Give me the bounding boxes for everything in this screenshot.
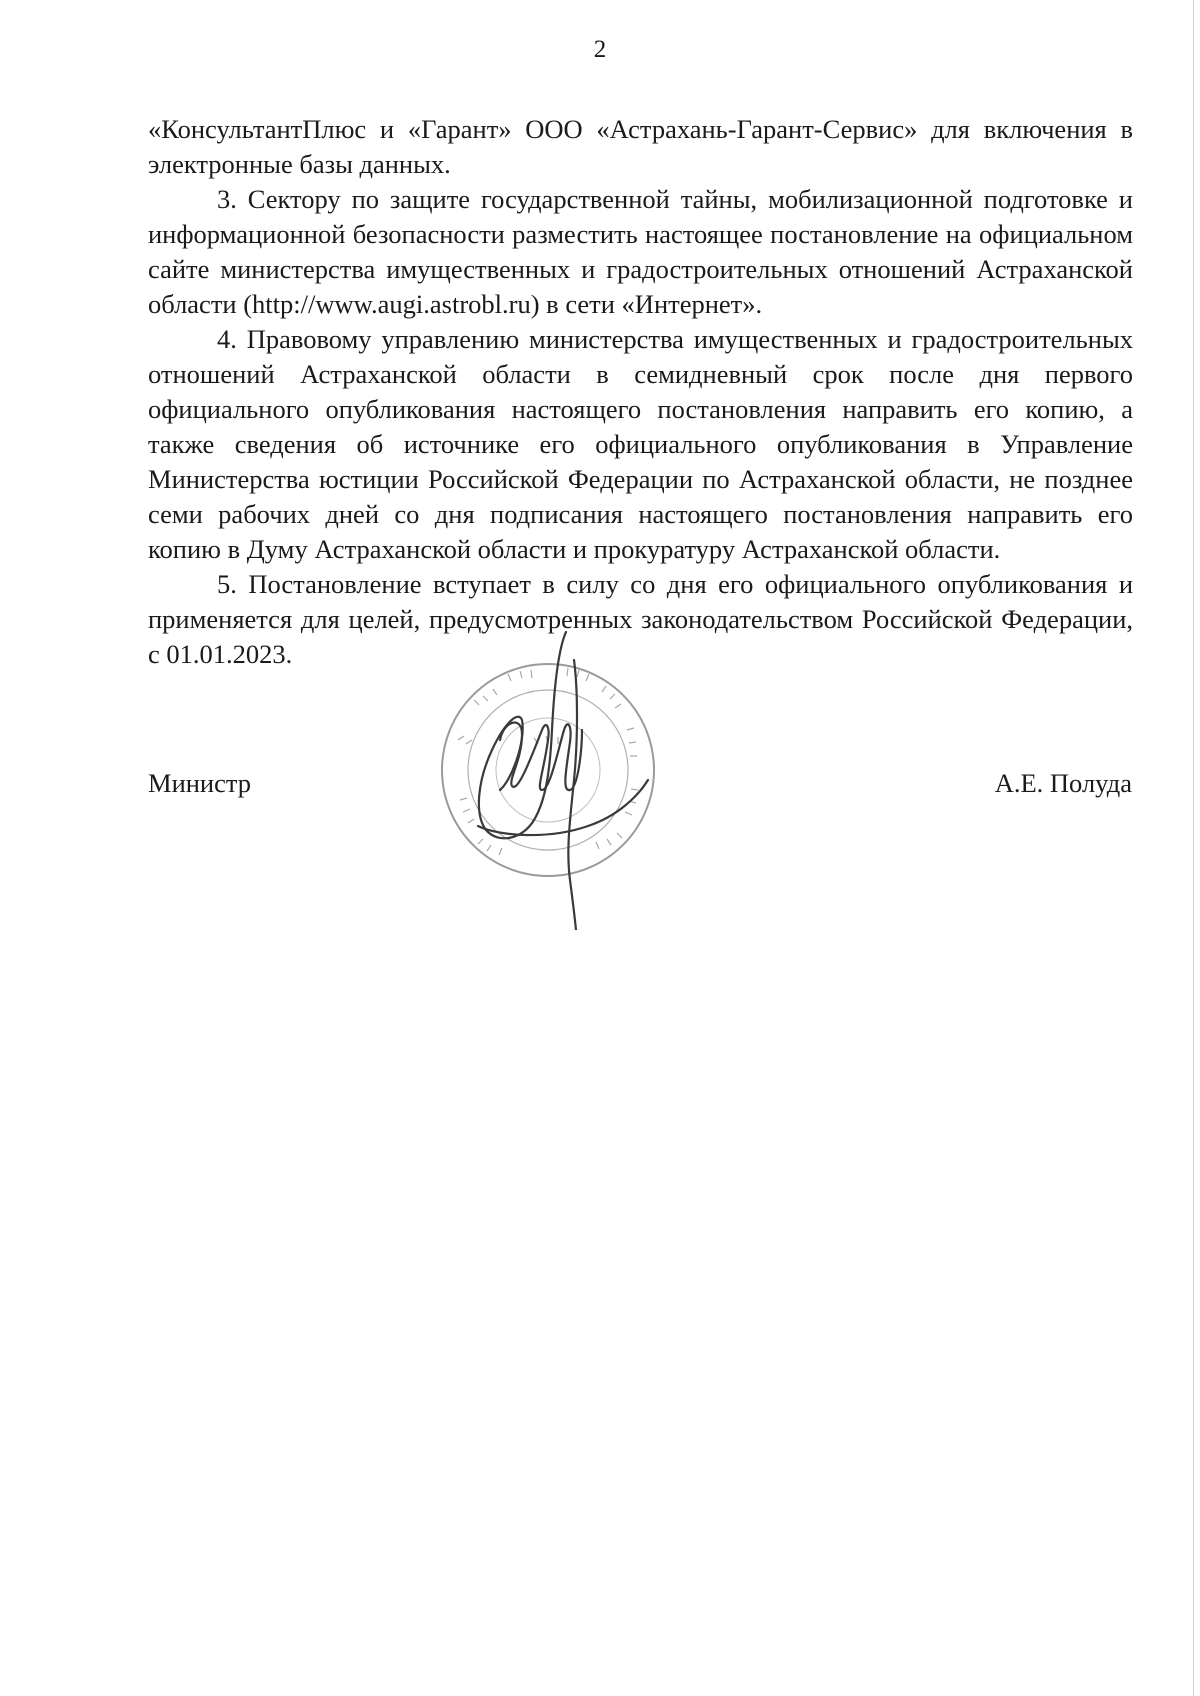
paragraph-continuation: «КонсультантПлюс и «Гарант» ООО «Астрахань-Гарант-Сервис» для включения в электронные базы данных.: [148, 114, 1133, 179]
paragraph-3: 3. Сектору по защите государственной тайны, мобилизационной подготовке и информационной безопасности разместить настоящее постановление на официальном сайте министерства имущественных и градостроительных отношений Астраханской области (http://www.augi.astrobl.ru) в сети «Интернет».: [148, 184, 1133, 319]
document-body: [148, 112, 1133, 672]
paragraph-4: 4. Правовому управлению министерства имущественных и градостроительных отношений Астраханской области в семидневный срок после дня первого официального опубликования настоящего постановления направить его копию, а также сведения об источнике его официального опубликования в Управление Министерства юстиции Российской Федерации по Астраханской области, не позднее семи рабочих дней со дня подписания настоящего постановления направить его копию в Думу Астраханской области и прокуратуру Астраханской области.: [148, 324, 1133, 564]
page-number: 2: [593, 36, 607, 63]
seal-and-signature: [438, 630, 688, 930]
signatory-name: А.Е. Полуда: [994, 768, 1132, 798]
scan-edge-line: [1193, 0, 1194, 1696]
paragraph-5: 5. Постановление вступает в силу со дня его официального опубликования и применяется для целей, предусмотренных законодательством Российской Федерации, с 01.01.2023.: [148, 569, 1133, 669]
signatory-title: Министр: [148, 768, 252, 798]
handwritten-signature-icon: [478, 632, 648, 930]
